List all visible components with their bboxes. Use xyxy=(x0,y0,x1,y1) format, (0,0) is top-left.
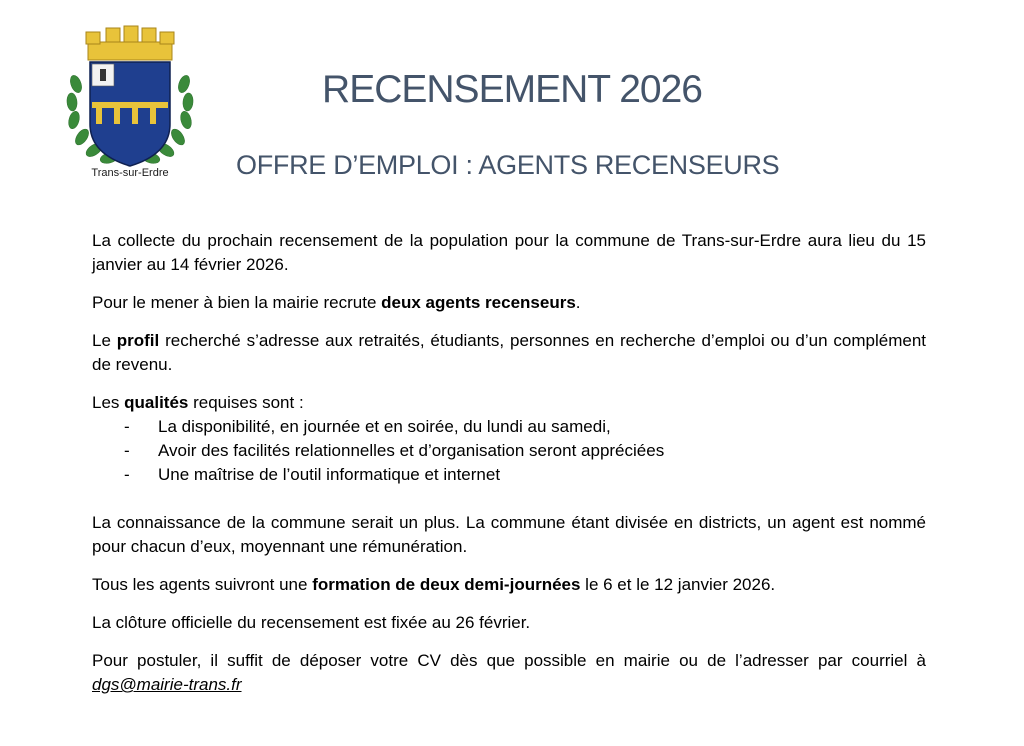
bullet-dash: - xyxy=(124,465,130,484)
text: le 6 et le 12 janvier 2026. xyxy=(580,575,776,594)
paragraph-qualities xyxy=(92,391,926,415)
bullet-dash: - xyxy=(124,441,130,460)
paragraph-dates: La collecte du prochain recensement de la population pour la commune de Trans-sur-Erdre aura lieu du 15 janvier au 14 février 2026. xyxy=(92,231,926,274)
text: Les xyxy=(92,393,125,412)
page-title xyxy=(0,68,1024,112)
logo-caption: Trans-sur-Erdre xyxy=(91,167,169,179)
text: Le xyxy=(92,331,117,350)
bullet-dash: - xyxy=(124,417,130,436)
bold-text: qualités xyxy=(124,393,189,412)
page-title-text: RECENSEMENT 2026 xyxy=(322,68,702,111)
mural-crown-icon xyxy=(86,26,174,60)
list-item xyxy=(92,415,926,439)
text: Pour le mener à bien la mairie recrute xyxy=(92,293,382,312)
bold-text: profil xyxy=(116,331,160,350)
document-body xyxy=(92,229,926,697)
email-link[interactable]: dgs@mairie-trans.fr xyxy=(92,675,242,694)
paragraph-districts: La connaissance de la commune serait un plus. La commune étant divisée en districts, un agent est nommé pour chacun d’eux, moyennant une rémunération. xyxy=(92,513,926,556)
bold-text: deux agents recenseurs xyxy=(381,293,576,312)
paragraph-closing: La clôture officielle du recensement est fixée au 26 février. xyxy=(92,613,531,632)
paragraph-training xyxy=(92,573,926,597)
list-item-text: Une maîtrise de l’outil informatique et internet xyxy=(158,465,501,484)
list-item-text: Avoir des facilités relationnelles et d’organisation seront appréciées xyxy=(158,441,665,460)
list-item xyxy=(92,439,926,463)
qualities-list xyxy=(92,415,926,487)
text: . xyxy=(575,293,581,312)
paragraph-profile xyxy=(92,329,926,377)
text: Pour postuler, il suffit de déposer votre CV dès que possible en mairie ou de l’adresser par courriel à xyxy=(92,651,926,670)
paragraph-recruitment xyxy=(92,291,926,315)
list-item xyxy=(92,463,926,487)
text: requises sont : xyxy=(188,393,304,412)
text: Tous les agents suivront une xyxy=(92,575,313,594)
page-subtitle: OFFRE D’EMPLOI : AGENTS RECENSEURS xyxy=(236,150,780,180)
bold-text: formation de deux demi-journées xyxy=(312,575,581,594)
list-item-text: La disponibilité, en journée et en soirée, du lundi au samedi, xyxy=(158,417,611,436)
text: recherché s’adresse aux retraités, étudiants, personnes en recherche d’emploi ou d’un complément de revenu. xyxy=(92,331,926,374)
paragraph-apply xyxy=(92,649,926,697)
